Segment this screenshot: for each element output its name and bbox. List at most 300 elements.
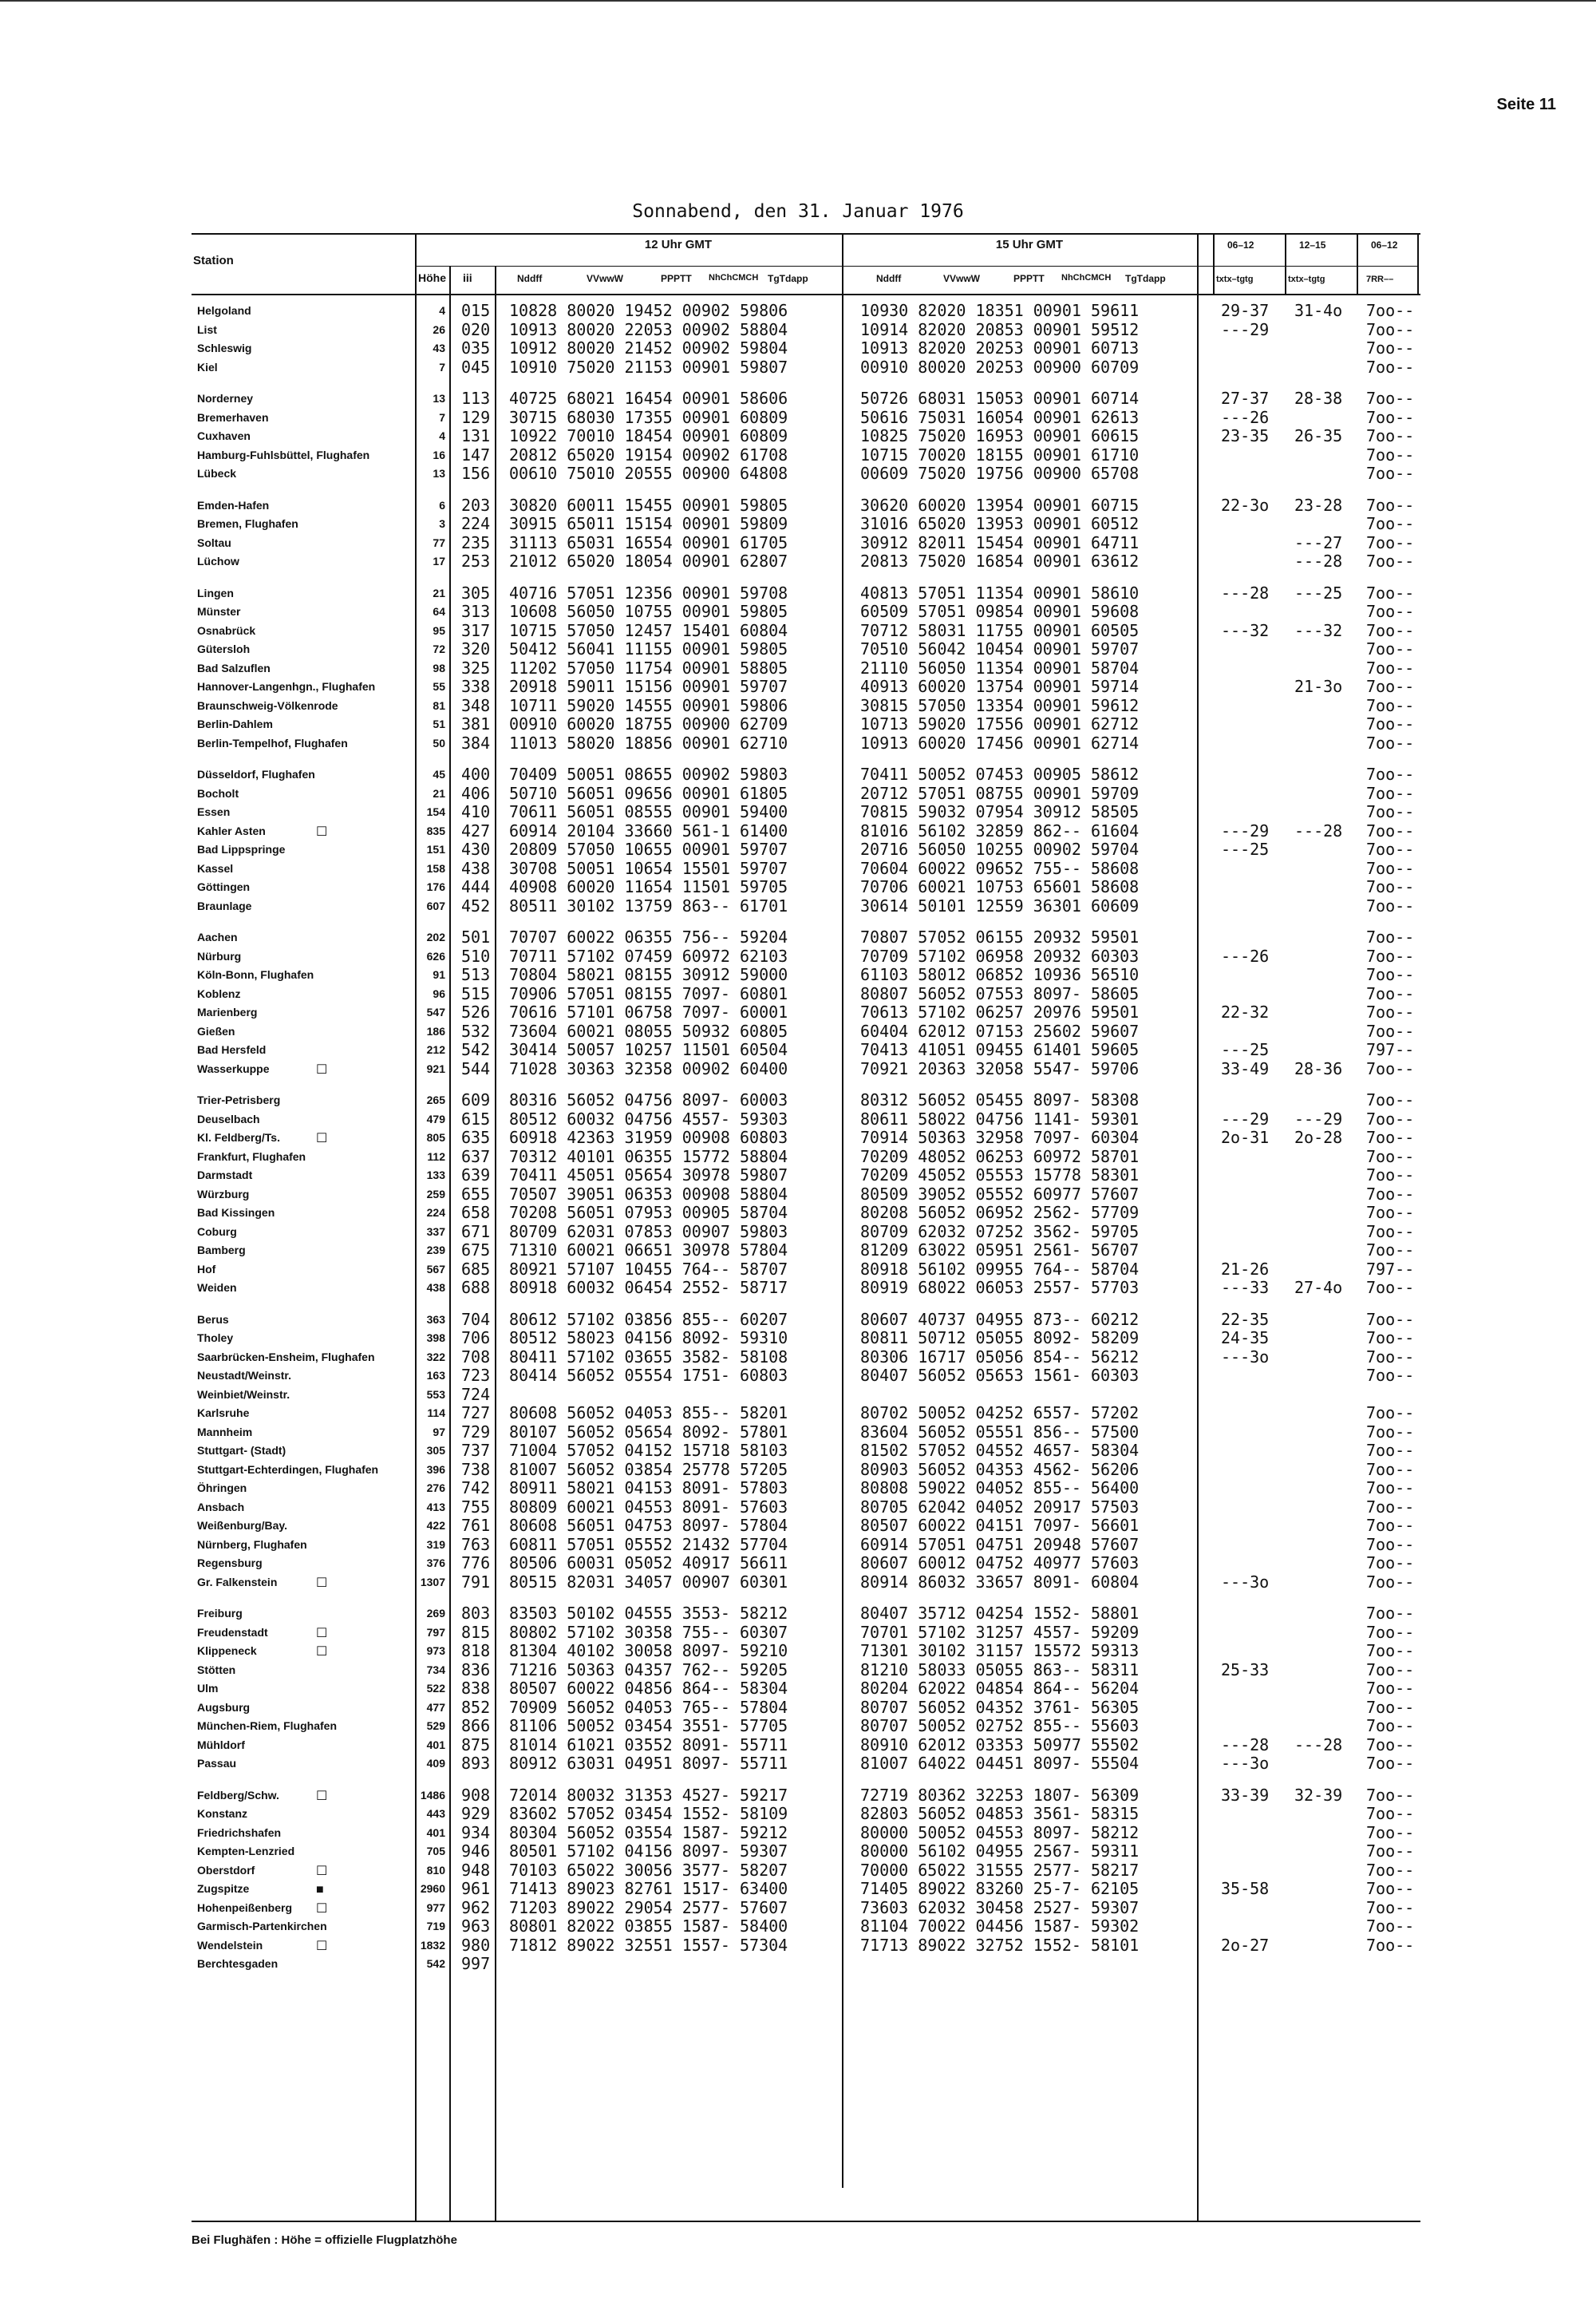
station-id: 532 — [461, 1021, 491, 1041]
temp-range-06-12: 21-26 — [1221, 1259, 1270, 1279]
obs-12-gmt: 80511 30102 13759 863-- 61701 — [509, 896, 788, 916]
station-height: 3 — [439, 517, 445, 530]
obs-15-gmt: 80407 56052 05653 1561- 60303 — [860, 1366, 1140, 1385]
station-id: 738 — [461, 1459, 491, 1479]
temp-range-12-15: 2o-28 — [1294, 1128, 1343, 1147]
obs-15-gmt: 80702 50052 04252 6557- 57202 — [860, 1403, 1140, 1422]
table-row — [0, 1223, 1596, 1242]
precip-06-12: 7oo-- — [1366, 1003, 1415, 1022]
obs-15-gmt: 70604 60022 09652 755-- 58608 — [860, 858, 1140, 878]
station-id: 675 — [461, 1240, 491, 1260]
table-row — [0, 1536, 1596, 1555]
precip-06-12: 7oo-- — [1366, 338, 1415, 358]
temp-range-06-12: 33-39 — [1221, 1785, 1270, 1805]
station-height: 95 — [433, 623, 445, 637]
obs-12-gmt: 71310 60021 06651 30978 57804 — [509, 1240, 788, 1260]
obs-15-gmt: 81104 70022 04456 1587- 59302 — [860, 1916, 1140, 1936]
station-id: 438 — [461, 858, 491, 878]
obs-15-gmt: 83604 56052 05551 856-- 57500 — [860, 1422, 1140, 1442]
obs-12-gmt: 10912 80020 21452 00902 59804 — [509, 338, 788, 358]
obs-15-gmt: 70807 57052 06155 20932 59501 — [860, 928, 1140, 947]
station-table-body — [0, 302, 1596, 1987]
obs-15-gmt: 20712 57051 08755 00901 59709 — [860, 783, 1140, 803]
table-row — [0, 860, 1596, 879]
table-row — [0, 1041, 1596, 1060]
precip-06-12: 7oo-- — [1366, 877, 1415, 896]
table-row — [0, 897, 1596, 916]
obs-15-gmt: 81209 63022 05951 2561- 56707 — [860, 1240, 1140, 1260]
header-bottom-rule — [192, 294, 1420, 295]
obs-15-gmt: 70815 59032 07954 30912 58505 — [860, 802, 1140, 821]
obs-15-gmt: 70000 65022 31555 2577- 58217 — [860, 1860, 1140, 1880]
station-group — [0, 302, 1596, 377]
table-row — [0, 358, 1596, 378]
table-row — [0, 534, 1596, 553]
station-id: 761 — [461, 1516, 491, 1535]
table-row — [0, 1699, 1596, 1718]
table-row — [0, 1348, 1596, 1367]
obs-12-gmt: 80512 60032 04756 4557- 59303 — [509, 1109, 788, 1129]
temp-range-12-15: 21-3o — [1294, 677, 1343, 696]
station-height: 6 — [439, 498, 445, 512]
station-name: Frankfurt, Flughafen — [197, 1149, 306, 1163]
table-row — [0, 465, 1596, 484]
table-row — [0, 552, 1596, 572]
station-name: Saarbrücken-Ensheim, Flughafen — [197, 1350, 375, 1363]
station-height: 151 — [426, 843, 445, 856]
station-name: Oberstdorf — [197, 1863, 255, 1877]
table-row — [0, 446, 1596, 465]
station-id: 444 — [461, 877, 491, 896]
precip-06-12: 7oo-- — [1366, 802, 1415, 821]
obs-12-gmt: 11013 58020 18856 00901 62710 — [509, 733, 788, 753]
precip-06-12: 7oo-- — [1366, 620, 1415, 640]
station-height: 319 — [426, 1537, 445, 1551]
station-name: Düsseldorf, Flughafen — [197, 768, 315, 781]
station-height: 1832 — [420, 1938, 445, 1952]
station-name: Aachen — [197, 931, 238, 943]
temp-range-06-12: 33-49 — [1221, 1058, 1270, 1078]
obs-12-gmt: 30715 68030 17355 00901 60809 — [509, 407, 788, 427]
station-height: 21 — [433, 586, 445, 599]
obs-12-gmt: 70103 65022 30056 3577- 58207 — [509, 1860, 788, 1880]
station-height: 96 — [433, 987, 445, 1000]
station-name: Berlin-Dahlem — [197, 718, 273, 730]
precip-06-12: 7oo-- — [1366, 1478, 1415, 1497]
table-row — [0, 1642, 1596, 1661]
obs-12-gmt: 73604 60021 08055 50932 60805 — [509, 1021, 788, 1041]
station-height: 64 — [433, 605, 445, 618]
obs-12-gmt: 80608 56051 04753 8097- 57804 — [509, 1516, 788, 1535]
station-height: 567 — [426, 1262, 445, 1276]
table-row — [0, 1479, 1596, 1498]
table-row — [0, 1204, 1596, 1223]
obs-15-gmt: 80707 50052 02752 855-- 55603 — [860, 1716, 1140, 1735]
station-name: Passau — [197, 1757, 237, 1770]
station-height: 719 — [426, 1920, 445, 1932]
station-name: Berlin-Tempelhof, Flughafen — [197, 736, 348, 750]
table-row — [0, 1880, 1596, 1899]
station-id: 729 — [461, 1422, 491, 1442]
station-height: 477 — [426, 1700, 445, 1714]
temp-range-12-15: ---28 — [1294, 552, 1343, 571]
obs-12-gmt: 80411 57102 03655 3582- 58108 — [509, 1347, 788, 1367]
obs-15-gmt: 10913 60020 17456 00901 62714 — [860, 733, 1140, 753]
station-height: 547 — [426, 1006, 445, 1018]
station-name: Kahler Asten — [197, 824, 266, 837]
header-12-col-ppptt: PPPTT — [661, 273, 692, 284]
station-id: 348 — [461, 695, 491, 715]
station-id: 893 — [461, 1754, 491, 1773]
station-group — [0, 496, 1596, 572]
table-row — [0, 1736, 1596, 1755]
table-row — [0, 765, 1596, 785]
obs-12-gmt: 10711 59020 14555 00901 59806 — [509, 695, 788, 715]
precip-06-12: 7oo-- — [1366, 1221, 1415, 1241]
station-id: 685 — [461, 1259, 491, 1279]
station-id: 637 — [461, 1146, 491, 1166]
precip-06-12: 7oo-- — [1366, 1165, 1415, 1185]
header-iii: iii — [463, 271, 472, 284]
obs-12-gmt: 20812 65020 19154 00902 61708 — [509, 445, 788, 465]
station-id: 313 — [461, 602, 491, 621]
station-name: Mühldorf — [197, 1738, 245, 1751]
obs-12-gmt: 50710 56051 09656 00901 61805 — [509, 783, 788, 803]
station-height: 98 — [433, 661, 445, 674]
date-title: Sonnabend, den 31. Januar 1976 — [632, 201, 964, 222]
precip-06-12: 7oo-- — [1366, 639, 1415, 659]
precip-06-12: 7oo-- — [1366, 301, 1415, 320]
temp-range-12-15: ---27 — [1294, 532, 1343, 552]
temp-range-12-15: 28-36 — [1294, 1058, 1343, 1078]
station-height: 269 — [426, 1607, 445, 1620]
precip-06-12: 7oo-- — [1366, 1497, 1415, 1517]
precip-06-12: 7oo-- — [1366, 1278, 1415, 1297]
precip-06-12: 7oo-- — [1366, 928, 1415, 947]
temp-range-06-12: ---26 — [1221, 946, 1270, 966]
station-name: Hof — [197, 1262, 216, 1276]
table-row — [0, 966, 1596, 985]
station-height: 438 — [426, 1281, 445, 1294]
station-name: Regensburg — [197, 1556, 263, 1569]
obs-15-gmt: 60509 57051 09854 00901 59608 — [860, 602, 1140, 621]
obs-12-gmt: 71216 50363 04357 762-- 59205 — [509, 1659, 788, 1679]
station-height: 337 — [426, 1224, 445, 1238]
temp-range-06-12: ---29 — [1221, 319, 1270, 339]
station-name: Stuttgart- (Stadt) — [197, 1444, 286, 1457]
station-height: 276 — [426, 1481, 445, 1494]
obs-12-gmt: 80515 82031 34057 00907 60301 — [509, 1572, 788, 1592]
obs-12-gmt: 81106 50052 03454 3551- 57705 — [509, 1716, 788, 1735]
station-marker-icon: ☐ — [316, 1576, 328, 1590]
obs-12-gmt: 40725 68021 16454 00901 58606 — [509, 389, 788, 408]
precip-06-12: 7oo-- — [1366, 1879, 1415, 1898]
precip-06-12: 7oo-- — [1366, 821, 1415, 841]
obs-15-gmt: 73603 62032 30458 2527- 59307 — [860, 1897, 1140, 1917]
station-name: Würzburg — [197, 1187, 250, 1200]
station-name: Tholey — [197, 1331, 234, 1344]
station-height: 77 — [433, 536, 445, 549]
station-id: 776 — [461, 1553, 491, 1572]
station-height: 401 — [426, 1738, 445, 1751]
table-row — [0, 822, 1596, 841]
obs-12-gmt: 80802 57102 30358 755-- 60307 — [509, 1622, 788, 1642]
obs-15-gmt: 80808 59022 04052 855-- 56400 — [860, 1478, 1140, 1497]
station-height: 977 — [426, 1901, 445, 1914]
station-id: 836 — [461, 1659, 491, 1679]
temp-range-12-15: 32-39 — [1294, 1785, 1343, 1805]
precip-06-12: 7oo-- — [1366, 1534, 1415, 1554]
temp-range-06-12: ---29 — [1221, 1109, 1270, 1129]
obs-15-gmt: 70709 57102 06958 20932 60303 — [860, 946, 1140, 966]
station-height: 805 — [426, 1131, 445, 1144]
station-name: Braunschweig-Völkenrode — [197, 698, 338, 712]
station-id: 338 — [461, 677, 491, 696]
table-row — [0, 1573, 1596, 1592]
station-height: 396 — [426, 1462, 445, 1476]
obs-15-gmt: 80807 56052 07553 8097- 58605 — [860, 983, 1140, 1003]
obs-15-gmt: 10930 82020 18351 00901 59611 — [860, 301, 1140, 320]
col-divider-t2 — [1285, 233, 1286, 294]
station-height: 81 — [433, 698, 445, 712]
temp-range-06-12: ---32 — [1221, 620, 1270, 640]
table-row — [0, 496, 1596, 516]
obs-12-gmt: 71413 89023 82761 1517- 63400 — [509, 1879, 788, 1898]
table-row — [0, 659, 1596, 678]
station-height: 43 — [433, 342, 445, 354]
station-name: Bremerhaven — [197, 410, 269, 424]
precip-06-12: 7oo-- — [1366, 714, 1415, 734]
header-extra-3: 06–12 — [1371, 239, 1398, 251]
station-name: Ansbach — [197, 1500, 245, 1513]
station-name: Bamberg — [197, 1244, 246, 1256]
station-group — [0, 928, 1596, 1078]
table-row — [0, 1260, 1596, 1280]
station-height: 163 — [426, 1369, 445, 1382]
station-id: 253 — [461, 552, 491, 571]
table-row — [0, 1661, 1596, 1680]
obs-12-gmt: 80304 56052 03554 1587- 59212 — [509, 1822, 788, 1842]
station-name: Weißenburg/Bay. — [197, 1519, 288, 1532]
obs-15-gmt: 30614 50101 12559 36301 60609 — [860, 896, 1140, 916]
table-row — [0, 427, 1596, 446]
table-row — [0, 1786, 1596, 1806]
precip-06-12: 7oo-- — [1366, 1516, 1415, 1535]
col-divider-t3 — [1357, 233, 1358, 294]
obs-15-gmt: 80000 56102 04955 2567- 59311 — [860, 1841, 1140, 1861]
station-id: 639 — [461, 1165, 491, 1185]
table-row — [0, 1899, 1596, 1918]
obs-15-gmt: 70706 60021 10753 65601 58608 — [860, 877, 1140, 896]
station-group — [0, 390, 1596, 484]
precip-06-12: 7oo-- — [1366, 1146, 1415, 1166]
table-row — [0, 1279, 1596, 1298]
precip-06-12: 7oo-- — [1366, 464, 1415, 483]
station-height: 72 — [433, 643, 445, 655]
precip-06-12: 7oo-- — [1366, 1572, 1415, 1592]
header-12-col-clouds: NhChCMCH — [709, 273, 759, 283]
obs-12-gmt: 71028 30363 32358 00902 60400 — [509, 1058, 788, 1078]
obs-15-gmt: 80509 39052 05552 60977 57607 — [860, 1184, 1140, 1204]
header-15-gmt: 15 Uhr GMT — [995, 238, 1064, 251]
station-id: 526 — [461, 1003, 491, 1022]
obs-15-gmt: 82803 56052 04853 3561- 58315 — [860, 1804, 1140, 1823]
temp-range-12-15: 27-4o — [1294, 1278, 1343, 1297]
station-height: 7 — [439, 360, 445, 374]
temp-range-06-12: 2o-27 — [1221, 1935, 1270, 1955]
table-row — [0, 1604, 1596, 1624]
table-row — [0, 409, 1596, 428]
obs-12-gmt: 10922 70010 18454 00901 60809 — [509, 426, 788, 445]
precip-06-12: 7oo-- — [1366, 1403, 1415, 1422]
station-height: 973 — [426, 1644, 445, 1657]
header-15-col-ppptt: PPPTT — [1013, 273, 1045, 284]
station-name: Freiburg — [197, 1607, 243, 1620]
precip-06-12: 7oo-- — [1366, 946, 1415, 966]
obs-15-gmt: 80607 40737 04955 873-- 60212 — [860, 1309, 1140, 1329]
table-row — [0, 1060, 1596, 1079]
station-height: 13 — [433, 467, 445, 480]
obs-15-gmt: 80306 16717 05056 854-- 56212 — [860, 1347, 1140, 1367]
precip-06-12: 7oo-- — [1366, 1553, 1415, 1572]
col-divider-right — [1417, 233, 1419, 294]
table-row — [0, 1517, 1596, 1536]
table-row — [0, 1498, 1596, 1517]
station-id: 704 — [461, 1309, 491, 1329]
precip-06-12: 7oo-- — [1366, 1841, 1415, 1861]
precip-06-12: 7oo-- — [1366, 1240, 1415, 1260]
station-group — [0, 1091, 1596, 1298]
obs-12-gmt: 81007 56052 03854 25778 57205 — [509, 1459, 788, 1479]
table-row — [0, 785, 1596, 804]
obs-15-gmt: 80407 35712 04254 1552- 58801 — [860, 1604, 1140, 1623]
temp-range-12-15: 26-35 — [1294, 426, 1343, 445]
station-id: 818 — [461, 1641, 491, 1660]
precip-06-12: 7oo-- — [1366, 445, 1415, 465]
station-height: 21 — [433, 786, 445, 800]
table-row — [0, 1936, 1596, 1956]
obs-15-gmt: 30815 57050 13354 00901 59612 — [860, 695, 1140, 715]
station-id: 875 — [461, 1734, 491, 1754]
station-name: Kassel — [197, 861, 234, 875]
station-height: 835 — [426, 824, 445, 837]
table-row — [0, 1754, 1596, 1774]
station-name: Nürnberg, Flughafen — [197, 1537, 307, 1551]
temp-range-06-12: 22-3o — [1221, 495, 1270, 515]
precip-06-12: 7oo-- — [1366, 1184, 1415, 1204]
station-id: 635 — [461, 1128, 491, 1147]
station-id: 609 — [461, 1090, 491, 1109]
precip-06-12: 7oo-- — [1366, 983, 1415, 1003]
header-12-col-temp: TgTdapp — [768, 273, 808, 284]
table-row — [0, 1824, 1596, 1843]
precip-06-12: 7oo-- — [1366, 1804, 1415, 1823]
obs-12-gmt: 30915 65011 15154 00901 59809 — [509, 514, 788, 533]
obs-15-gmt: 81210 58033 05055 863-- 58311 — [860, 1659, 1140, 1679]
obs-12-gmt: 80107 56052 05654 8092- 57801 — [509, 1422, 788, 1442]
precip-06-12: 7oo-- — [1366, 552, 1415, 571]
station-name: Lübeck — [197, 467, 237, 480]
station-id: 961 — [461, 1879, 491, 1898]
table-row — [0, 339, 1596, 358]
station-group — [0, 584, 1596, 753]
obs-15-gmt: 31016 65020 13953 00901 60512 — [860, 514, 1140, 533]
station-height: 45 — [433, 768, 445, 781]
station-height: 705 — [426, 1845, 445, 1857]
station-height: 91 — [433, 968, 445, 981]
obs-15-gmt: 80208 56052 06952 2562- 57709 — [860, 1203, 1140, 1222]
temp-range-06-12: 22-35 — [1221, 1309, 1270, 1329]
station-id: 671 — [461, 1221, 491, 1241]
precip-06-12: 7oo-- — [1366, 1916, 1415, 1936]
precip-06-12: 797-- — [1366, 1040, 1415, 1059]
station-name: Weinbiet/Weinstr. — [197, 1387, 290, 1401]
station-name: Hohenpeißenberg — [197, 1901, 293, 1914]
temp-range-06-12: ---28 — [1221, 583, 1270, 603]
station-height: 186 — [426, 1024, 445, 1038]
station-name: Helgoland — [197, 304, 251, 317]
obs-15-gmt: 70411 50052 07453 00905 58612 — [860, 765, 1140, 784]
station-marker-icon: ☐ — [316, 1132, 328, 1145]
precip-06-12: 7oo-- — [1366, 965, 1415, 984]
station-id: 510 — [461, 946, 491, 966]
station-height: 797 — [426, 1625, 445, 1639]
station-name: Gütersloh — [197, 643, 251, 655]
station-id: 131 — [461, 426, 491, 445]
obs-12-gmt: 00610 75010 20555 00900 64808 — [509, 464, 788, 483]
obs-15-gmt: 70921 20363 32058 5547- 59706 — [860, 1058, 1140, 1078]
table-row — [0, 734, 1596, 753]
station-height: 13 — [433, 392, 445, 405]
station-id: 113 — [461, 389, 491, 408]
station-height: 363 — [426, 1312, 445, 1326]
obs-12-gmt: 72014 80032 31353 4527- 59217 — [509, 1785, 788, 1805]
obs-15-gmt: 80709 62032 07252 3562- 59705 — [860, 1221, 1140, 1241]
table-row — [0, 1717, 1596, 1736]
station-id: 946 — [461, 1841, 491, 1861]
station-height: 542 — [426, 1957, 445, 1970]
table-row — [0, 1404, 1596, 1423]
precip-06-12: 7oo-- — [1366, 1328, 1415, 1347]
station-height: 158 — [426, 861, 445, 875]
obs-12-gmt: 20809 57050 10655 00901 59707 — [509, 840, 788, 859]
obs-12-gmt: 80912 63031 04951 8097- 55711 — [509, 1754, 788, 1773]
obs-15-gmt: 10715 70020 18155 00901 61710 — [860, 445, 1140, 465]
obs-15-gmt: 40913 60020 13754 00901 59714 — [860, 677, 1140, 696]
station-id: 815 — [461, 1622, 491, 1642]
precip-06-12: 7oo-- — [1366, 733, 1415, 753]
table-row — [0, 1861, 1596, 1881]
obs-12-gmt: 70707 60022 06355 756-- 59204 — [509, 928, 788, 947]
station-height: 50 — [433, 736, 445, 750]
station-name: List — [197, 322, 217, 336]
station-name: Essen — [197, 805, 231, 818]
precip-06-12: 7oo-- — [1366, 1604, 1415, 1623]
station-name: Lingen — [197, 586, 234, 599]
station-height: 4 — [439, 429, 445, 442]
table-row — [0, 878, 1596, 897]
precip-06-12: 797-- — [1366, 1259, 1415, 1279]
obs-12-gmt: 30820 60011 15455 00901 59805 — [509, 495, 788, 515]
station-name: Trier-Petrisberg — [197, 1094, 281, 1106]
station-height: 529 — [426, 1719, 445, 1732]
temp-range-06-12: ---25 — [1221, 1040, 1270, 1059]
table-row — [0, 1241, 1596, 1260]
temp-range-06-12: ---26 — [1221, 407, 1270, 427]
station-name: Münster — [197, 605, 241, 618]
station-name: Berus — [197, 1312, 229, 1326]
obs-15-gmt: 80204 62022 04854 864-- 56204 — [860, 1679, 1140, 1698]
